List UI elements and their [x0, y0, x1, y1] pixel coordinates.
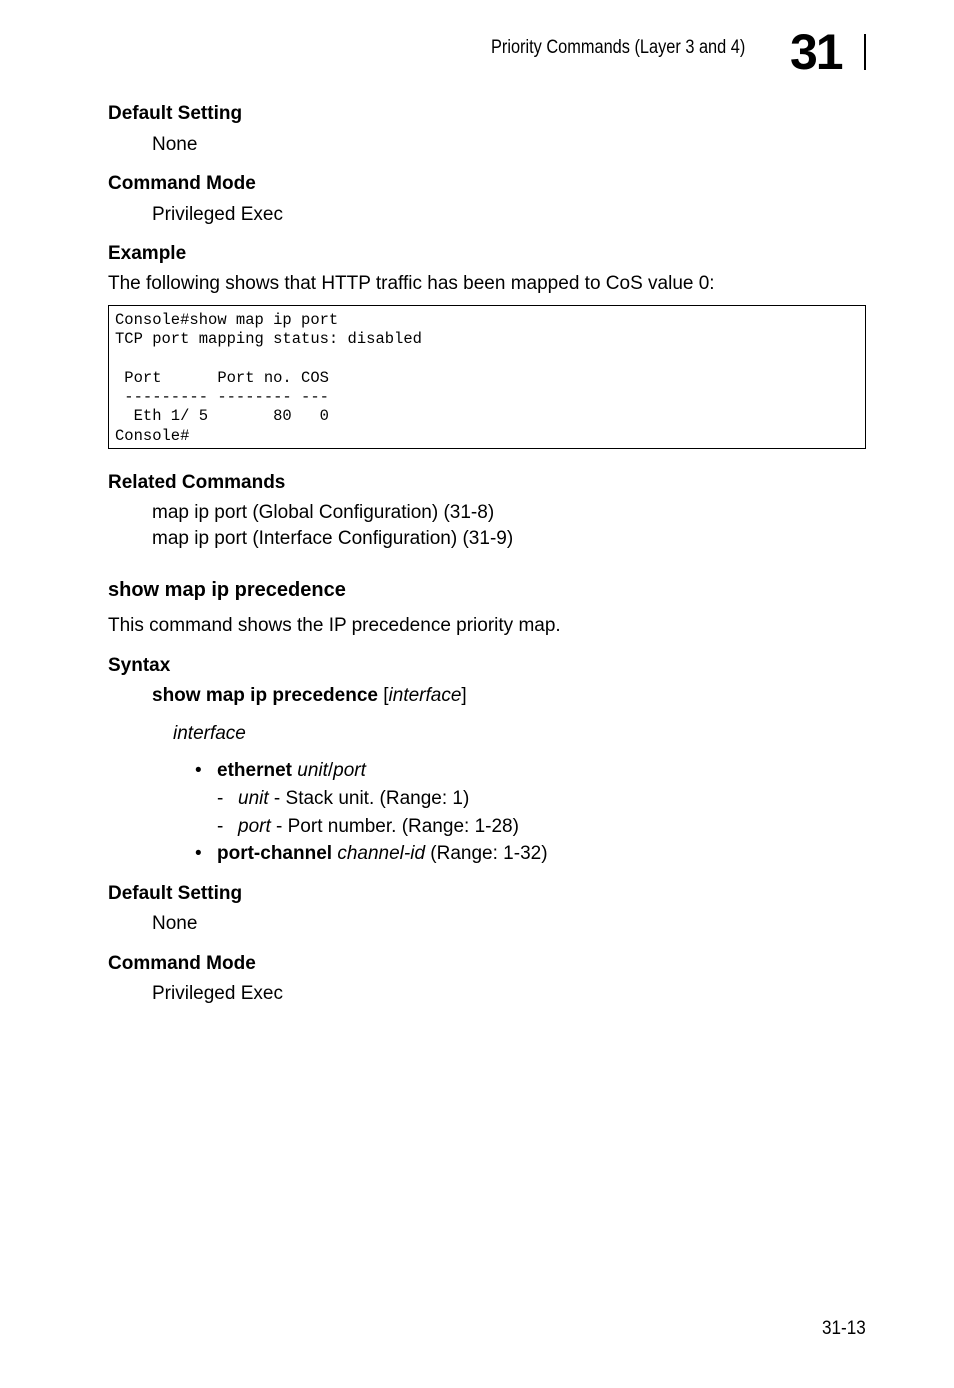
sub-item-port: port - Port number. (Range: 1-28): [238, 816, 519, 837]
syntax-param: interface: [388, 685, 462, 706]
command-mode-value: Privileged Exec: [152, 983, 283, 1004]
command-mode-heading: Command Mode: [108, 173, 256, 194]
bullet-marker: •: [195, 760, 202, 781]
chapter-number: 31: [790, 24, 842, 80]
running-header-title: Priority Commands (Layer 3 and 4): [491, 37, 746, 58]
default-setting-heading: Default Setting: [108, 103, 243, 124]
code-example: Console#show map ip port TCP port mapping status: disabled Port Port no. COS --------- -------- --- Eth 1/ 5 80 0 Console#: [115, 311, 422, 445]
bullet-marker: •: [195, 843, 202, 864]
command-mode-heading: Command Mode: [108, 953, 256, 974]
syntax-heading: Syntax: [108, 655, 171, 676]
command-mode-value: Privileged Exec: [152, 204, 283, 225]
related-command-item: map ip port (Interface Configuration) (31-9): [152, 528, 514, 549]
param-name: interface: [173, 723, 246, 744]
related-command-item: map ip port (Global Configuration) (31-8): [152, 502, 495, 523]
example-intro: The following shows that HTTP traffic has been mapped to CoS value 0:: [108, 273, 715, 294]
default-setting-heading: Default Setting: [108, 883, 243, 904]
page-number: 31-13: [822, 1318, 866, 1339]
command-title: show map ip precedence: [108, 579, 346, 601]
syntax-line: show map ip precedence [interface]: [152, 685, 467, 706]
default-setting-value: None: [152, 913, 198, 934]
code-example-box: [108, 305, 866, 449]
example-heading: Example: [108, 243, 187, 264]
bullet-ethernet: ethernet unit/port: [217, 760, 366, 781]
dash-marker: -: [217, 788, 224, 809]
bullet-port-channel: port-channel channel-id (Range: 1-32): [217, 843, 548, 864]
default-setting-value: None: [152, 134, 198, 155]
command-description: This command shows the IP precedence priority map.: [108, 615, 561, 636]
sub-item-unit: unit - Stack unit. (Range: 1): [238, 788, 470, 809]
chapter-divider: [864, 34, 866, 70]
related-commands-heading: Related Commands: [108, 472, 286, 493]
dash-marker: -: [217, 816, 224, 837]
syntax-command: show map ip precedence: [152, 685, 378, 706]
